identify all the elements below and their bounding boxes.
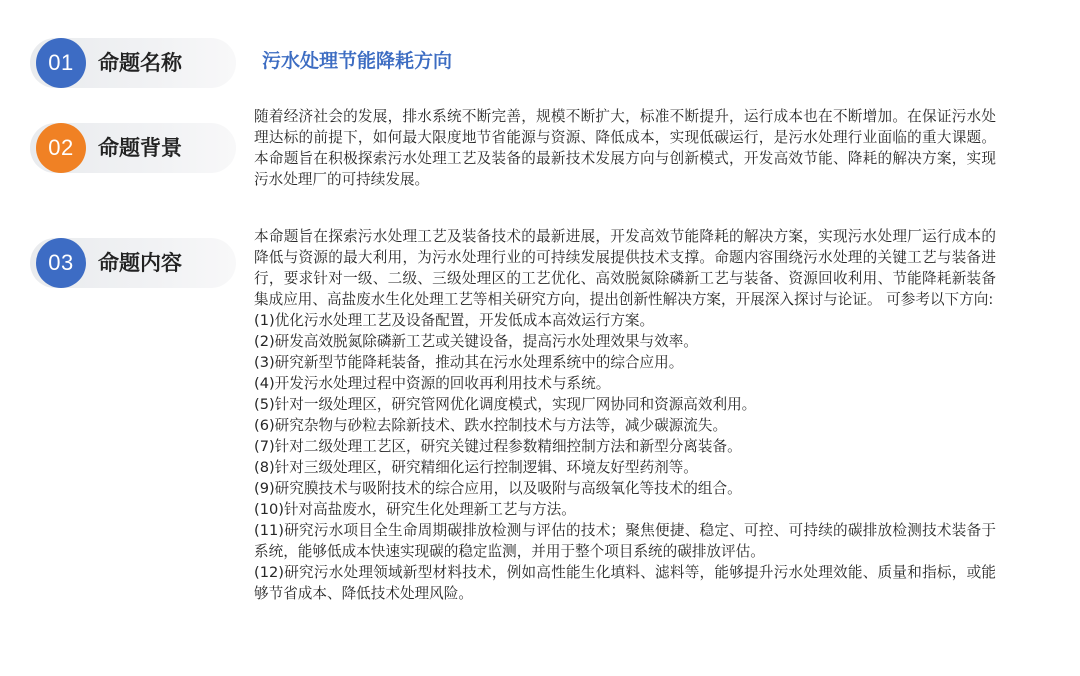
content-item: (5)针对一级处理区，研究管网优化调度模式，实现厂网协同和资源高效利用。	[254, 396, 757, 413]
content-intro: 本命题旨在探索污水处理工艺及装备技术的最新进展，开发高效节能降耗的解决方案，实现污水处理厂运行成本的降低与资源的最大利用，为污水处理行业的可持续发展提供技术支撑。命题内容围绕污水处理的关键工艺与装备进行，要求针对一级、二级、三级处理区的工艺优化、高效脱氮除磷新工艺与装备、资源回收利用、节能降耗新装备集成应用、高盐废水生化处理工艺等相关研究方向，提出创新性解决方案，开展深入探讨与论证。 可参考以下方向:	[254, 228, 996, 308]
content-item: (8)针对三级处理区，研究精细化运行控制逻辑、环境友好型药剂等。	[254, 459, 698, 476]
background-text: 随着经济社会的发展，排水系统不断完善，规模不断扩大，标准不断提升，运行成本也在不断增加。在保证污水处理达标的前提下，如何最大限度地节省能源与资源、降低成本，实现低碳运行，是污水处理行业面临的重大课题。本命题旨在积极探索污水处理工艺及装备的最新技术发展方向与创新模式，开发高效节能、降耗的解决方案，实现污水处理厂的可持续发展。	[254, 108, 996, 188]
content-item: (6)研究杂物与砂粒去除新技术、跌水控制技术与方法等，减少碳源流失。	[254, 417, 728, 434]
section-label-01: 命题名称	[98, 51, 182, 75]
content-item: (2)研发高效脱氮除磷新工艺或关键设备，提高污水处理效果与效率。	[254, 333, 698, 350]
content-item: (1)优化污水处理工艺及设备配置，开发低成本高效运行方案。	[254, 312, 655, 329]
content-item: (3)研究新型节能降耗装备，推动其在污水处理系统中的综合应用。	[254, 354, 684, 371]
section-label-02: 命题背景	[98, 136, 182, 160]
section-number-badge-01: 01	[36, 38, 86, 88]
content-item: (7)针对二级处理工艺区，研究关键过程参数精细控制方法和新型分离装备。	[254, 438, 742, 455]
section-number-badge-03: 03	[36, 238, 86, 288]
content-item: (11)研究污水项目全生命周期碳排放检测与评估的技术；聚焦便捷、稳定、可控、可持续的碳排放检测技术装备于系统，能够低成本快速实现碳的稳定监测，并用于整个项目系统的碳排放评估。	[254, 522, 996, 560]
section-label-pill-02	[30, 123, 236, 173]
content-item: (10)针对高盐废水，研究生化处理新工艺与方法。	[254, 501, 576, 518]
section-number-badge-02: 02	[36, 123, 86, 173]
section-label-pill-03	[30, 238, 236, 288]
content-item: (4)开发污水处理过程中资源的回收再利用技术与系统。	[254, 375, 611, 392]
section-label-pill-01	[30, 38, 236, 88]
background-paragraph	[254, 106, 996, 190]
content-block	[254, 226, 996, 604]
content-item: (12)研究污水处理领域新型材料技术，例如高性能生化填料、滤料等，能够提升污水处理效能、质量和指标，或能够节省成本、降低技术处理风险。	[254, 564, 996, 602]
proposition-title: 污水处理节能降耗方向	[262, 50, 453, 72]
section-label-03: 命题内容	[98, 251, 182, 275]
content-item: (9)研究膜技术与吸附技术的综合应用，以及吸附与高级氧化等技术的组合。	[254, 480, 742, 497]
